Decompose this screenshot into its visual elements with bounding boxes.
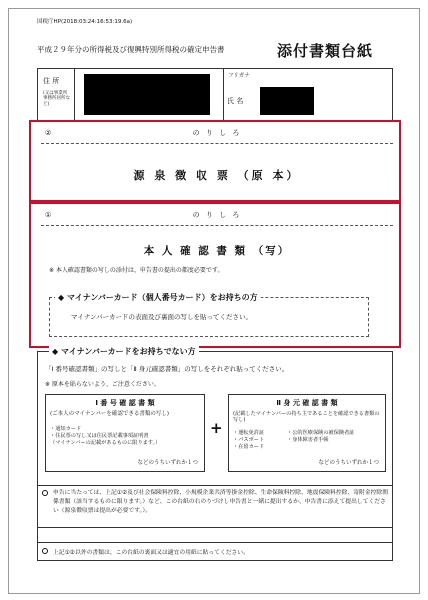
id-document-slot — [41, 209, 393, 341]
no-card-warning: ※ 原本を貼らないよう、ご注意ください。 — [45, 381, 160, 388]
glue-line — [41, 225, 393, 226]
form-title: 平成２９年分の所得税及び復興特別所得税の確定申告書 — [37, 45, 225, 54]
withholding-slip-text: 源 泉 徴 収 票 （原 本） — [133, 169, 301, 182]
identity-check-box — [228, 394, 386, 472]
identity-check-items-extra — [287, 430, 383, 444]
list-item: ・在留カード — [233, 444, 265, 451]
glue-margin-label: の り し ろ — [192, 129, 242, 137]
identity-check-footer: などのうちいずれか１つ — [318, 460, 379, 466]
circle-bullet-icon — [42, 548, 48, 554]
divider — [223, 69, 224, 122]
list-item: ・住民票の写し又は住民票記載事項証明書 — [50, 433, 149, 440]
applicant-info-box — [37, 68, 393, 121]
number-check-subtitle: (ご本人のマイナンバーを確認できる書類の写し) — [50, 411, 170, 417]
number-check-items — [50, 426, 200, 447]
no-card-instruction: 「Ⅰ 番号確認書類」の写しと「Ⅱ 身元確認書類」の写しをそれぞれ貼ってください。 — [45, 365, 289, 373]
no-card-heading: ◆ マイナンバーカードをお持ちでない方 — [49, 346, 199, 357]
identity-check-subtitle: (記載したマイナンバーの持ち主であることを確認できる書類の写し) — [233, 411, 380, 424]
document-stamp: 国税庁HP(2018:03:24:16:53:19.6a) — [37, 19, 133, 25]
list-item: （マイナンバーの記載があるものに限ります。） — [50, 440, 161, 447]
address-sub-label: (又は事業所事務所居所など) — [43, 91, 70, 107]
submission-note: 申告に当たっては、上記①②及び社会保険料控除、小規模企業共済等掛金控除、生命保険料控除、地震保険料控除、寄附金控除関係書類（該当するものに限ります。）など、この台紙の右のりづけし申告書と一緒に提出するか、申告書に添えて提出してください（源泉徴収票は提出が必要です。）。 — [53, 490, 389, 514]
identity-check-title: Ⅱ 身 元 確 認 書 類 — [276, 399, 338, 407]
my-number-card-heading: ◆ マイナンバーカード（個人番号カード）をお持ちの方 — [55, 292, 261, 303]
id-copy-note: ※ 本人確認書類の写しの添付は、申告書の提出の都度必要です。 — [49, 267, 224, 274]
document-title: 添付書類台紙 — [277, 42, 374, 60]
redacted-name — [260, 87, 314, 115]
slot-number-1: ① — [45, 211, 52, 219]
other-documents-note: 上記①②以外の書類は、この台紙の裏面又は適宜の用紙に貼ってください。 — [53, 550, 249, 556]
submission-note-box — [37, 485, 393, 543]
number-check-box — [45, 394, 205, 472]
furigana-label: フリガナ — [228, 73, 250, 79]
number-check-footer: などのうちいずれか１つ — [137, 460, 198, 466]
list-item: ・運転免許証 — [233, 430, 265, 436]
address-label: 住 所 — [43, 77, 60, 85]
withholding-slip-slot — [41, 125, 393, 195]
name-label: 氏 名 — [227, 97, 244, 105]
identity-check-items — [233, 430, 283, 451]
slot-number-2: ② — [45, 129, 52, 137]
divider — [74, 69, 75, 122]
plus-icon: + — [210, 419, 223, 437]
list-item: ・パスポート — [233, 437, 265, 444]
list-item: ・身体障害者手帳 — [287, 437, 329, 444]
attachment-form-page — [8, 8, 420, 594]
my-number-card-instruction: マイナンバーカードの表面及び裏面の写しを貼ってください。 — [71, 313, 252, 321]
glue-line — [41, 143, 393, 144]
other-documents-box — [37, 543, 393, 561]
list-item: ・通知カード — [50, 426, 82, 432]
circle-bullet-icon — [42, 490, 48, 496]
id-document-text: 本 人 確 認 書 類 （写） — [143, 245, 291, 257]
list-item: ・公的医療保険の被保険者証 — [287, 430, 355, 436]
redacted-address — [84, 74, 210, 115]
number-check-title: Ⅰ 番 号 確 認 書 類 — [95, 399, 155, 407]
glue-margin-label: の り し ろ — [192, 211, 242, 219]
